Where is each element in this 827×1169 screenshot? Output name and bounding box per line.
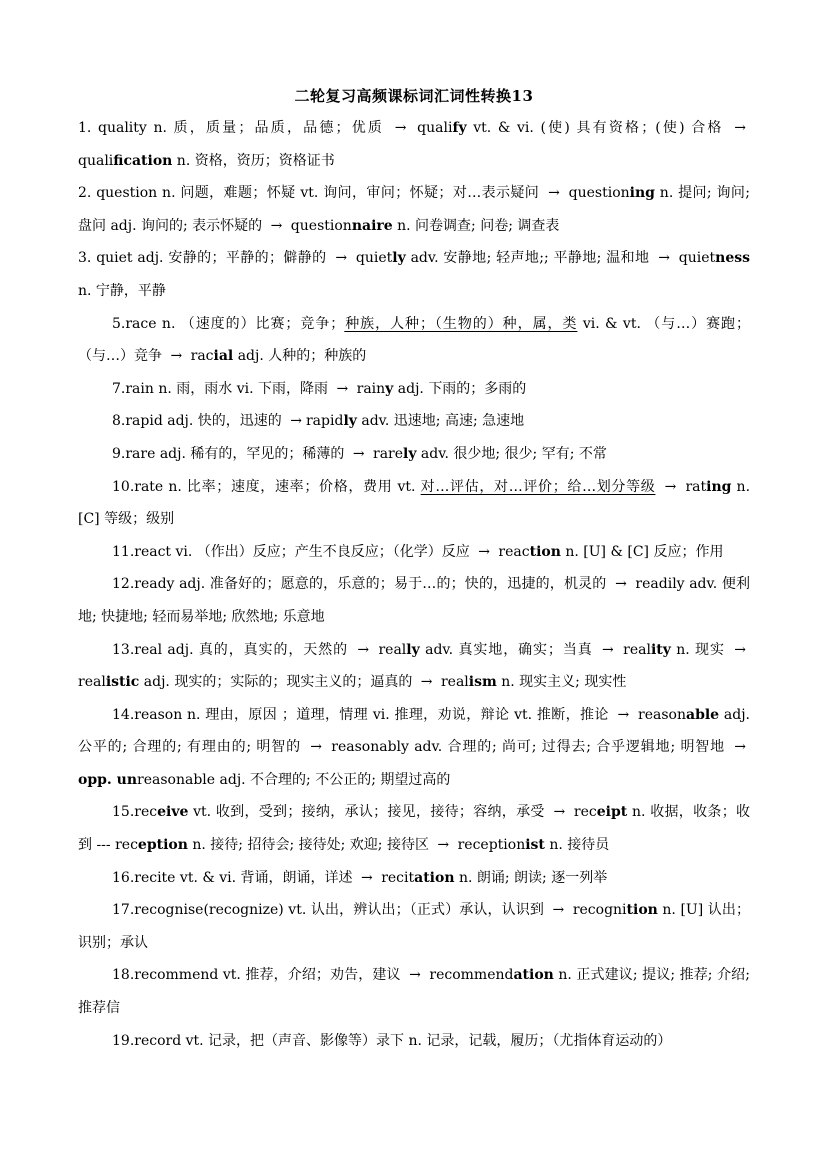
arrow-icon: → — [664, 478, 677, 495]
entry-text: rain — [352, 380, 386, 397]
arrow-icon: → — [270, 217, 283, 234]
arrow-icon: → — [617, 706, 630, 723]
entry-text: rec — [569, 804, 597, 821]
entry-text: quali — [78, 152, 114, 169]
entry-text: 8.rapid adj. 快的，迅速的 — [112, 413, 287, 430]
entry-text: n. 问卷调查; 问卷; 调查表 — [392, 217, 560, 234]
arrow-icon: → — [335, 250, 348, 267]
suffix-bold: ation — [414, 869, 455, 886]
entry-text: 10.rate n. 比率；速度，速率；价格，费用 vt. — [112, 478, 421, 495]
entry-text: adj. 人种的；种族的 — [233, 348, 367, 365]
entry-text: n. 收据，收条；收到 --- rec — [78, 804, 750, 854]
entry-text: reac — [493, 543, 530, 560]
entry-text: question — [563, 185, 630, 202]
entry-text: n. 接待员 — [544, 837, 610, 854]
entry-text: adv. 迅速地; 高速; 急速地 — [356, 413, 525, 430]
entry-text: vt. & vi. (使) 具有资格；(使) 合格 — [466, 120, 731, 136]
entry-text: 12.ready adj. 准备好的；愿意的，乐意的；易于…的；快的，迅捷的，机灵的 — [112, 576, 612, 593]
entry-text: adj. 现实的；实际的；现实主义的；逼真的 — [139, 674, 417, 691]
entry-text: 11.react vi. （作出）反应；产生不良反应；（化学）反应 — [112, 543, 475, 560]
entry-text: recit — [376, 869, 415, 886]
entry-text: 16.recite vt. & vi. 背诵，朗诵，详述 — [112, 869, 358, 886]
arrow-icon: → — [357, 641, 370, 658]
entry-text: real — [436, 674, 469, 691]
entry-text: quiet — [351, 250, 393, 267]
underlined-text: 对…评估，对…评价；给…划分等级 — [420, 478, 656, 495]
vocabulary-entry — [78, 308, 750, 373]
vocabulary-entry — [78, 242, 750, 307]
vocabulary-entry — [78, 959, 750, 1024]
suffix-bold: eption — [137, 837, 188, 854]
suffix-bold: ly — [403, 445, 417, 462]
entry-text: adv. 真实地，确实；当真 — [419, 641, 599, 658]
entry-text: n. [U] & [C] 反应；作用 — [560, 543, 724, 560]
suffix-bold: eive — [157, 804, 189, 821]
suffix-bold: able — [686, 706, 720, 723]
arrow-icon: → — [478, 543, 490, 560]
suffix-bold: eipt — [596, 804, 628, 821]
arrow-icon: → — [553, 804, 566, 821]
entry-text: n. 接待; 招待会; 接待处; 欢迎; 接待区 — [187, 837, 434, 854]
entry-text: n. 宁静，平静 — [78, 282, 166, 299]
underlined-text: 种族，人种；（生物的）种，属，类 — [344, 315, 578, 332]
entry-text: n. 朗诵; 朗读; 逐一列举 — [454, 869, 608, 886]
entry-text: 3. quiet adj. 安静的；平静的；僻静的 — [78, 250, 332, 267]
entry-text: 7.rain n. 雨，雨水 vi. 下雨，降雨 — [112, 380, 333, 397]
entry-text: n. [C] 等级；级别 — [78, 478, 751, 528]
arrow-icon: → — [409, 967, 421, 984]
entry-text: 19.record vt. 记录，把（声音、影像等）录下 n. 记录，记载，履历；（尤指体育运动的） — [112, 1032, 672, 1049]
suffix-bold: fy — [452, 120, 467, 136]
entry-text: 13.real adj. 真的，真实的，天然的 — [112, 641, 354, 658]
suffix-bold: ing — [629, 185, 655, 202]
entry-text: n. [U] 认出；识别；承认 — [78, 902, 750, 951]
suffix-bold: ist — [525, 837, 545, 854]
arrow-icon: → — [734, 739, 747, 756]
entry-text: n. 现实 — [670, 641, 731, 658]
suffix-bold: ly — [406, 641, 420, 658]
arrow-icon: → — [437, 837, 450, 854]
vocabulary-entry — [78, 634, 750, 699]
suffix-bold: tion — [626, 902, 658, 919]
vocabulary-entry — [78, 894, 750, 959]
arrow-icon: → — [420, 674, 433, 691]
entry-text: 15.rec — [112, 804, 158, 821]
entry-text: reasonably adv. 合理的; 尚可; 过得去; 合乎逻辑地; 明智地 — [325, 739, 731, 756]
suffix-bold: ness — [715, 250, 750, 267]
vocabulary-entry — [78, 373, 750, 406]
vocabulary-entry — [78, 438, 750, 471]
vocabulary-entry — [78, 568, 750, 633]
arrow-icon: → — [336, 380, 349, 397]
vocabulary-list — [78, 112, 750, 1057]
entry-text: rat — [680, 478, 707, 495]
vocabulary-entry — [78, 177, 750, 242]
entry-text: quali — [410, 120, 453, 136]
suffix-bold: ly — [343, 413, 357, 430]
arrow-icon: → — [602, 641, 614, 658]
suffix-bold: tion — [529, 543, 561, 560]
entry-text: adv. 安静地; 轻声地;; 平静地; 温和地 — [405, 250, 655, 267]
entry-text: 9.rare adj. 稀有的，罕见的；稀薄的 — [112, 445, 349, 462]
entry-text: rare — [368, 445, 404, 462]
entry-text — [655, 479, 660, 495]
suffix-bold: fication — [113, 152, 173, 169]
entry-text: readily adv. 便利地; 快捷地; 轻而易举地; 欣然地; 乐意地 — [78, 576, 750, 625]
entry-text: n. 现实主义; 现实性 — [496, 674, 627, 691]
suffix-bold: ial — [213, 348, 234, 365]
entry-text: 17.recognise(recognize) vt. 认出，辨认出；（正式）承认，认识到 — [112, 902, 549, 919]
entry-text: vt. 收到，受到；接纳，承认；接见，接待；容纳，承受 — [188, 804, 550, 821]
vocabulary-entry — [78, 862, 750, 895]
entry-text: reasonable adj. 不合理的; 不公正的; 期望过高的 — [137, 771, 451, 788]
vocabulary-entry — [78, 471, 750, 536]
suffix-bold: istic — [105, 674, 140, 691]
vocabulary-entry — [78, 112, 750, 177]
arrow-icon: → — [361, 869, 373, 886]
arrow-icon: → — [290, 413, 302, 430]
entry-text: rac — [186, 348, 214, 365]
entry-text: real — [373, 641, 407, 658]
suffix-bold: ation — [513, 967, 554, 984]
entry-text: recommend — [424, 967, 514, 984]
vocabulary-entry — [78, 699, 750, 797]
entry-text: rapid — [305, 413, 344, 430]
suffix-bold: y — [385, 380, 394, 397]
arrow-icon: → — [548, 185, 560, 202]
entry-text: n. 正式建议; 提议; 推荐; 介绍; 推荐信 — [78, 967, 750, 1017]
vocabulary-entry — [78, 796, 750, 861]
arrow-icon: → — [734, 120, 746, 136]
arrow-icon: → — [352, 445, 365, 462]
document-title: 二轮复习高频课标词汇词性转换13 — [294, 87, 534, 105]
document-page — [78, 84, 750, 1057]
arrow-icon: → — [734, 641, 746, 658]
arrow-icon: → — [658, 250, 670, 267]
entry-text: question — [286, 217, 352, 234]
entry-text: vi. & vt. （与…）赛跑；（与…）竞争 — [78, 315, 750, 365]
arrow-icon: → — [394, 120, 407, 136]
vocabulary-entry — [78, 536, 750, 569]
vocabulary-entry — [78, 405, 750, 438]
entry-text: adj. 下雨的；多雨的 — [393, 380, 527, 397]
arrow-icon: → — [310, 739, 322, 756]
entry-text: adv. 很少地; 很少; 罕有; 不常 — [416, 445, 607, 462]
vocabulary-entry — [78, 1025, 750, 1058]
entry-text: adj. 公平的; 合理的; 有理由的; 明智的 — [78, 706, 750, 756]
suffix-bold: ly — [392, 250, 406, 267]
entry-text: 5.race n. （速度的）比赛；竞争； — [112, 315, 345, 332]
suffix-bold: naire — [351, 217, 393, 234]
entry-text: 1. quality n. 质，质量；品质，品德；优质 — [78, 120, 391, 136]
entry-text: recogni — [568, 902, 627, 919]
entry-text: 14.reason n. 理由，原因 ；道理，情理 vi. 推理，劝说，辩论 vt. 推断，推论 — [112, 706, 614, 723]
entry-text: n. 资格，资历；资格证书 — [172, 152, 335, 169]
entry-text: real — [617, 641, 651, 658]
entry-text: reception — [453, 837, 526, 854]
suffix-bold: ing — [706, 478, 732, 495]
arrow-icon: → — [170, 348, 183, 365]
entry-text: reason — [633, 706, 686, 723]
suffix-bold: ism — [468, 674, 497, 691]
entry-text: real — [78, 674, 106, 691]
entry-text: n. 提问; 询问; 盘问 adj. 询问的; 表示怀疑的 — [78, 185, 750, 234]
entry-text: 2. question n. 问题，难题；怀疑 vt. 询问，审问；怀疑；对…表示疑问 — [78, 185, 545, 202]
entry-text: 18.recommend vt. 推荐，介绍；劝告，建议 — [112, 967, 406, 984]
arrow-icon: → — [615, 576, 627, 593]
suffix-bold: opp. un — [78, 771, 138, 788]
suffix-bold: ity — [650, 641, 671, 658]
arrow-icon: → — [552, 902, 565, 919]
entry-text: quiet — [673, 250, 716, 267]
